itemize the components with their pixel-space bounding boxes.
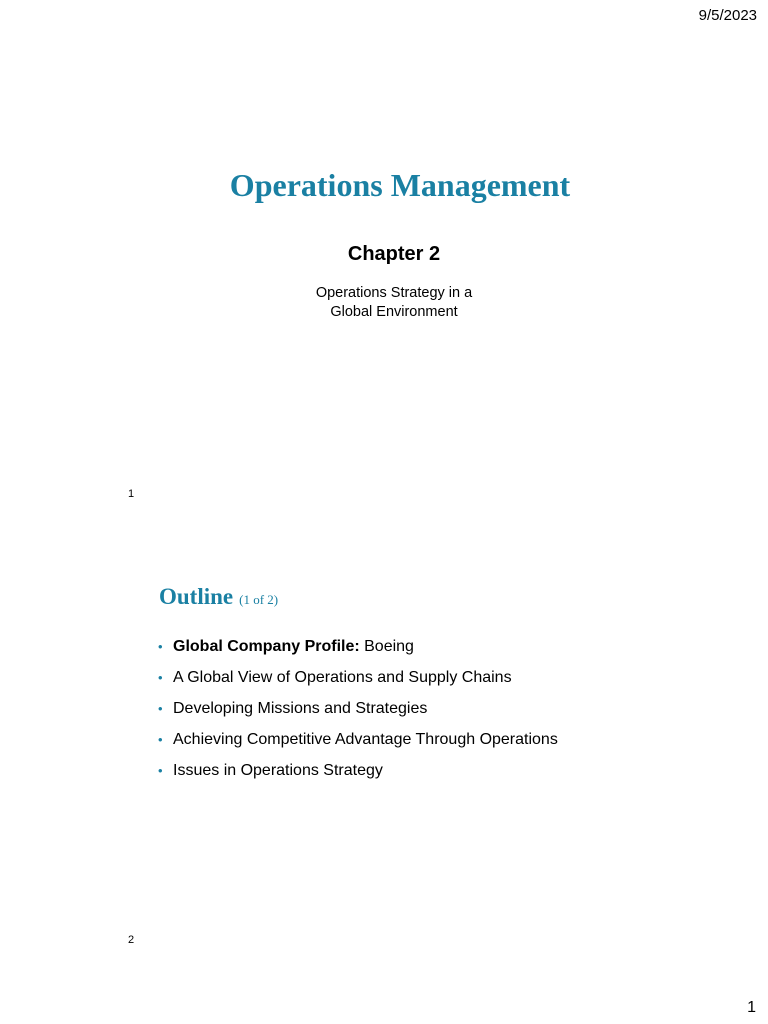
list-item: [158, 668, 558, 699]
outline-subtitle: (1 of 2): [239, 592, 279, 607]
chapter-label: Chapter 2: [347, 243, 441, 265]
bullet-icon: •: [158, 639, 163, 654]
outline-heading: [159, 584, 278, 611]
slide-1: [0, 150, 768, 520]
list-item: [158, 761, 558, 792]
bullet-icon: •: [158, 732, 163, 747]
slide-title: Operations Management: [229, 167, 571, 203]
bullet-text: A Global View of Operations and Supply Chains: [173, 669, 512, 686]
subtitle-line-2: Global Environment: [330, 304, 458, 320]
slide-number: 1: [128, 488, 135, 500]
list-item: [158, 699, 558, 730]
bullet-text: Issues in Operations Strategy: [173, 762, 383, 779]
bullet-text: Achieving Competitive Advantage Through Operations: [173, 731, 558, 748]
list-item: [158, 637, 558, 668]
outline-title: Outline: [159, 584, 234, 609]
slide-subtitle: [0, 284, 768, 322]
list-item: [158, 730, 558, 761]
subtitle-line-1: Operations Strategy in a: [315, 285, 473, 301]
bullet-icon: •: [158, 763, 163, 778]
slide-number: 2: [128, 934, 135, 946]
bullet-text: Developing Missions and Strategies: [173, 700, 428, 717]
bullet-bold-text: Global Company Profile:: [173, 638, 360, 655]
bullet-icon: •: [158, 670, 163, 685]
print-date: 9/5/2023: [698, 7, 757, 24]
bullet-icon: •: [158, 701, 163, 716]
outline-list: [158, 637, 558, 792]
bullet-text: Boeing: [359, 638, 414, 655]
page-number: 1: [747, 999, 756, 1016]
slide-2: [0, 570, 768, 960]
